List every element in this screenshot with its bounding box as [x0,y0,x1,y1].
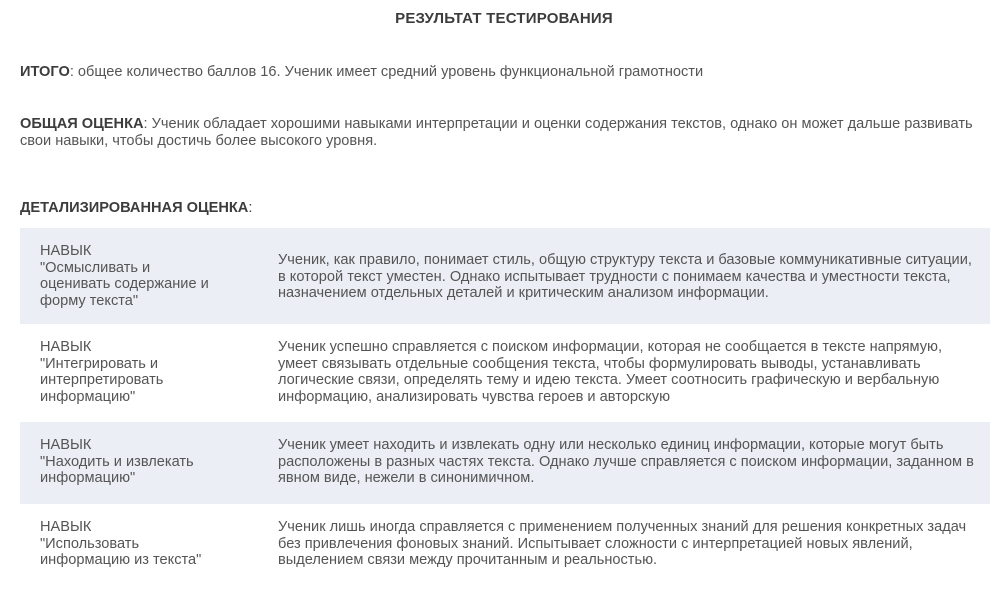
page-title: РЕЗУЛЬТАТ ТЕСТИРОВАНИЯ [395,10,613,27]
detailed-assessment-heading [20,200,252,216]
detailed-heading-label: ДЕТАЛИЗИРОВАННАЯ ОЦЕНКА [20,200,249,216]
skill-name: НАВЫК "Находить и извлекать информацию" [40,437,194,486]
skill-description: Ученик, как правило, понимает стиль, общую структуру текста и базовые коммуникативные ситуации, в которой текст уместен. Однако испытывает трудности с понимаем качества и уместности текста, назначением отдельных деталей и критическим анализом информации. [278,252,972,301]
detailed-heading-colon: : [248,200,253,216]
skill-description: Ученик лишь иногда справляется с применением полученных знаний для решения конкретных задач без привлечения фоновых знаний. Испытывает сложности с интерпретацией новых явлений, выделением связи между прочитанным и реальностью. [278,519,967,568]
skill-name: НАВЫК "Осмысливать и оценивать содержание и форму текста" [40,243,209,309]
skill-row [20,504,990,584]
summary-section [20,64,990,81]
overall-text: : Ученик обладает хорошими навыками интерпретации и оценки содержания текстов, однако он может дальше развивать свои навыки, чтобы достичь более высокого уровня. [20,116,973,149]
overall-label: ОБЩАЯ ОЦЕНКА [20,116,144,132]
skills-table [20,228,990,584]
summary-text: : общее количество баллов 16. Ученик имеет средний уровень функциональной грамотности [69,64,704,80]
skill-description: Ученик умеет находить и извлекать одну или несколько единиц информации, которые могут быть расположены в разных частях текста. Однако лучше справляется с поиском информации, заданном в явном виде, нежели в синонимичном. [278,437,974,486]
skill-row [20,324,990,422]
skill-name: НАВЫК "Использовать информацию из текста" [40,519,202,568]
summary-label: ИТОГО [20,64,70,80]
skill-row [20,228,990,324]
skill-description: Ученик успешно справляется с поиском информации, которая не сообщается в тексте напрямую, умеет связывать отдельные сообщения текста, чтобы формулировать выводы, устанавливать логические связи, определять тему и идею текста. Умеет соотносить графическую и вербальную информацию, анализировать чувства героев и авторскую [278,339,943,405]
skill-name: НАВЫК "Интегрировать и интерпретировать информацию" [40,339,164,405]
skill-row [20,422,990,504]
overall-assessment-section [20,116,990,150]
